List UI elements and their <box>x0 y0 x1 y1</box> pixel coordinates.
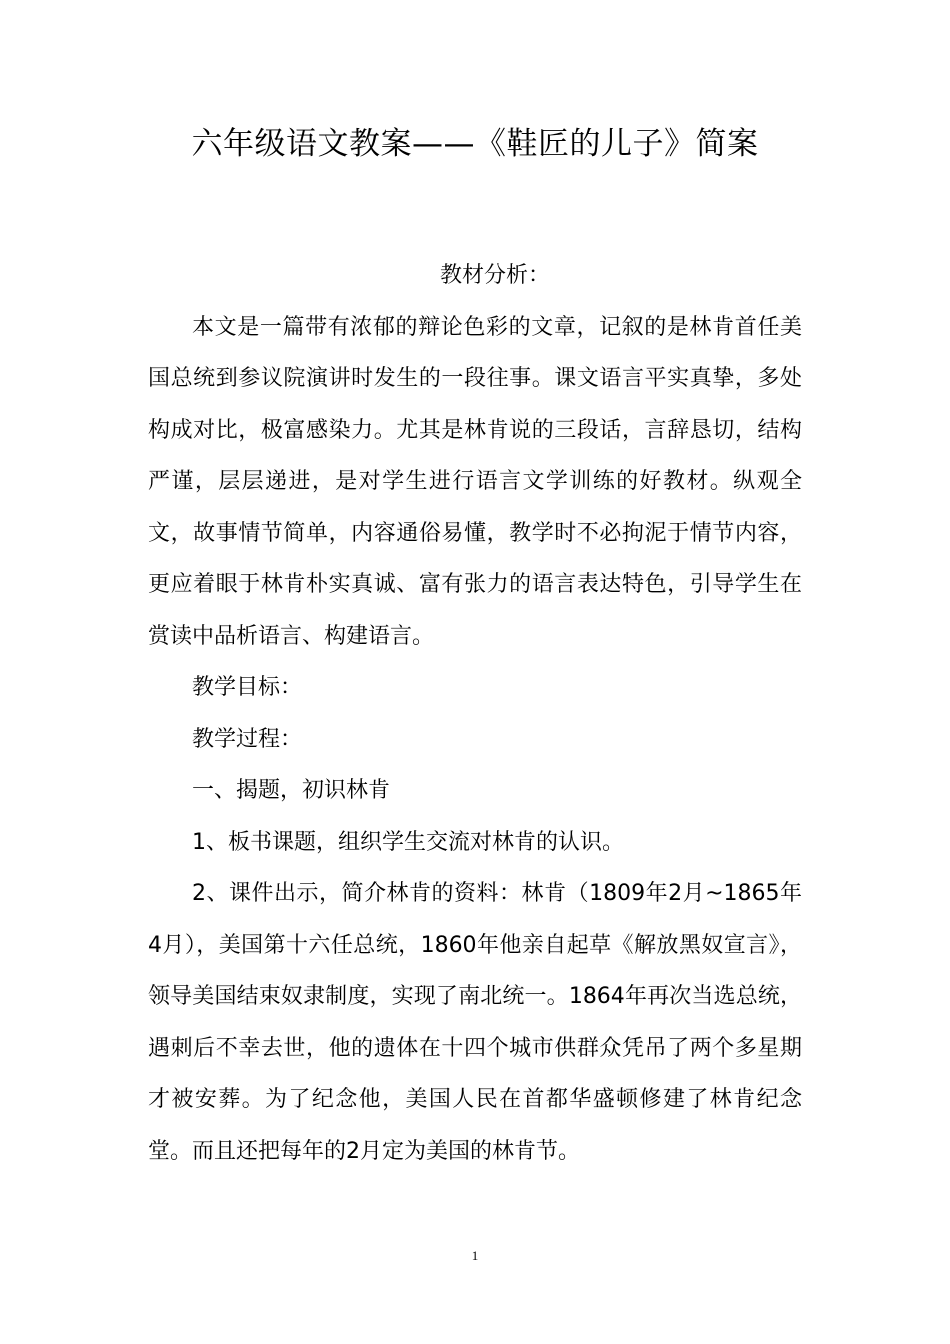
teaching-goals-heading: 教学目标： <box>192 675 303 700</box>
step-one-item-1: 1、板书课题，组织学生交流对林肯的认识。 <box>192 829 624 855</box>
step-one-heading: 一、揭题，初识林肯 <box>192 778 391 803</box>
material-analysis-heading: 教材分析： <box>439 263 550 288</box>
page-number: 1 <box>471 1248 479 1263</box>
material-analysis-paragraph: 本文是一篇带有浓郁的辩论色彩的文章，记叙的是林肯首任美国总统到参议院演讲时发生的一段往事。课文语言平实真挚，多处构成对比，极富感染力。尤其是林肯说的三段话，言辞恳切，结构严谨，层层递进，是对学生进行语言文学训练的好教材。纵观全文，故事情节简单，内容通俗易懂，教学时不必拘泥于情节内容，更应着眼于林肯朴实真诚、富有张力的语言表达特色，引导学生在赏读中品析语言、构建语言。 <box>148 314 802 649</box>
step-one-item-2: 2、课件出示，简介林肯的资料：林肯（1809年2月~1865年4月），美国第十六任总统，1860年他亲自起草《解放黑奴宣言》，领导美国结束奴隶制度，实现了南北统一。1864年再次当选总统，遇刺后不幸去世，他的遗体在十四个城市供群众凭吊了两个多星期才被安葬。为了纪念他，美国人民在首都华盛顿修建了林肯纪念堂。而且还把每年的2月定为美国的林肯节。 <box>148 881 802 1164</box>
teaching-process-heading: 教学过程： <box>192 726 303 752</box>
document-body <box>148 250 802 1177</box>
document-title: 六年级语文教案——《鞋匠的儿子》简案 <box>191 126 759 162</box>
